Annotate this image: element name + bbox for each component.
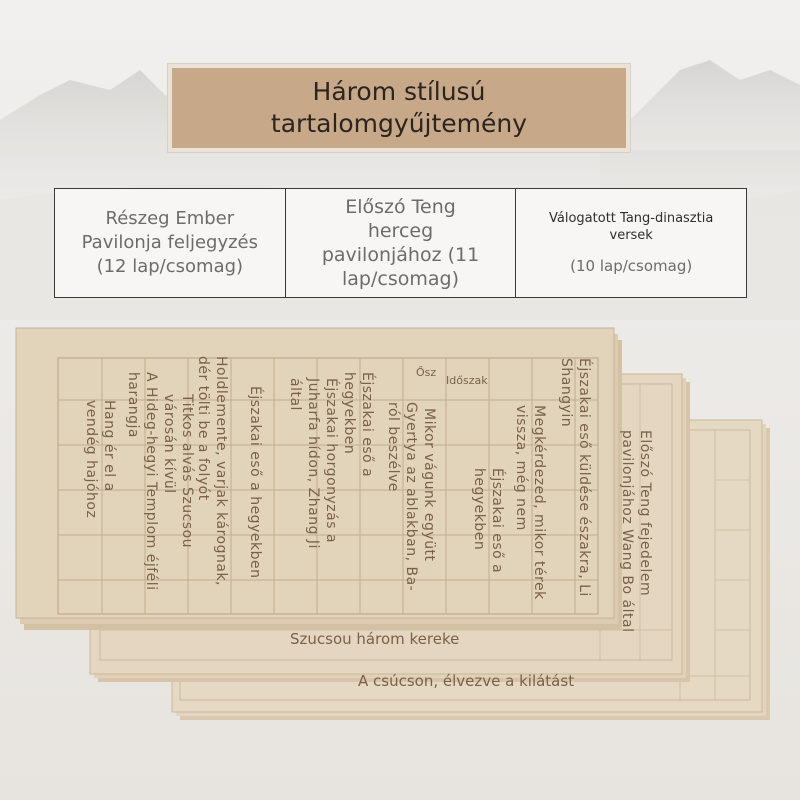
front-column-9: Holdlemente, varjak kárognak, dér tölti be a folyót	[195, 356, 229, 586]
category-3-label: Válogatott Tang-dinasztia versek	[549, 211, 714, 243]
front-column-1: Éjszakai eső küldése északra, Li Shangyin	[558, 358, 592, 597]
front-column-12: Hang ér el a vendég hajóhoz	[83, 400, 117, 519]
front-column-2: Megkérdezed, mikor térek vissza, még nem	[513, 405, 547, 600]
category-1-label: Részeg Ember Pavilonja feljegyzés (12 lap/csomag)	[81, 208, 259, 277]
front-column-7: Éjszakai horgonyzás a Juharfa hídon, Zhang Ji által	[287, 378, 339, 549]
front-label-period: Időszak	[446, 374, 488, 387]
front-column-5: Gyertya az ablakban, Ba-ról beszélve	[385, 402, 419, 592]
category-2-label: Előszó Teng herceg pavilonjához (11 lap/csomag)	[321, 196, 480, 290]
front-column-11: A Hideg-hegyi Templom éjféli harangja	[125, 372, 159, 591]
title-line-1: Három stílusú	[312, 77, 486, 106]
front-column-6: Éjszakai eső a hegyekben	[341, 372, 375, 478]
front-column-8: Éjszakai eső a hegyekben	[247, 386, 263, 579]
front-column-3: Éjszakai eső a hegyekben	[471, 468, 505, 574]
middle-paper-text: Szucsou három kereke	[290, 630, 460, 648]
front-label-autumn: Ősz	[416, 366, 437, 379]
back-paper-column: Előszó Teng fejedelem pavilonjához Wang Bo által	[619, 430, 653, 633]
back-paper-text: A csúcson, élvezve a kilátást	[358, 672, 575, 690]
title-line-2: tartalomgyűjtemény	[270, 109, 528, 138]
front-column-10: Titkos alvás Szucsou városán kívül	[161, 394, 195, 549]
front-column-4: Mikor vágunk együtt	[421, 408, 437, 562]
category-3-count: (10 lap/csomag)	[570, 257, 693, 275]
